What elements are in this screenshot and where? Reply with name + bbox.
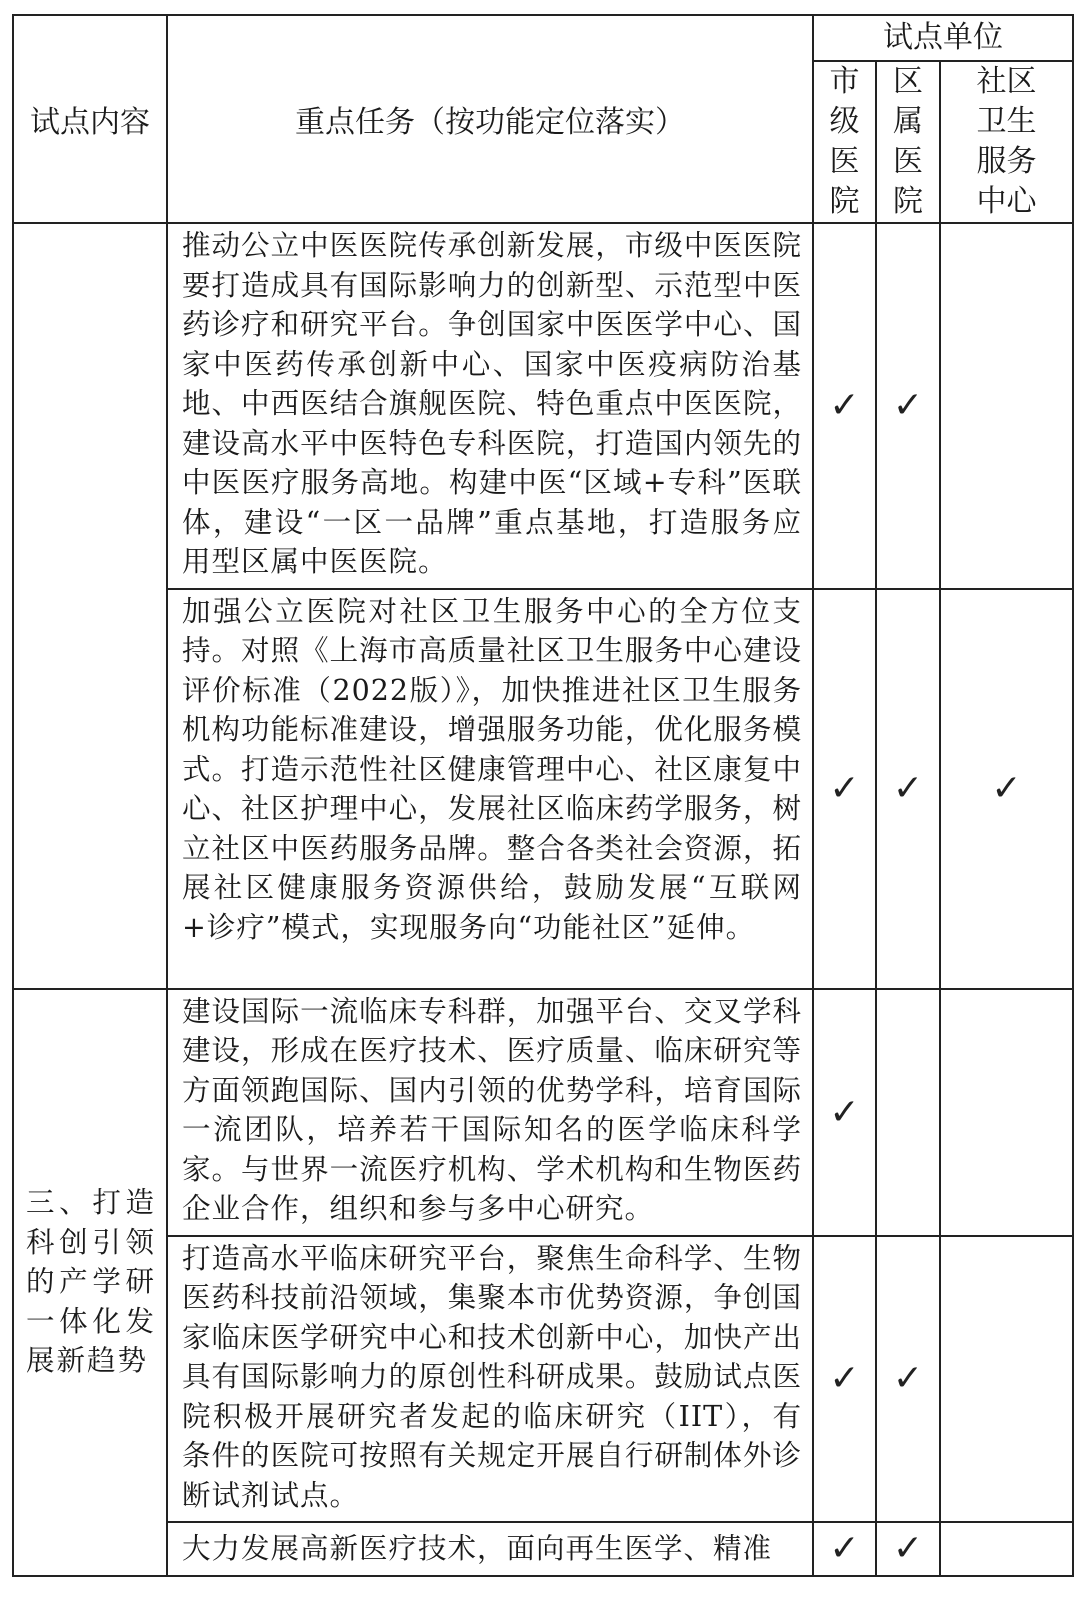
- table-row: [13, 589, 1073, 989]
- check-community-center: [940, 1522, 1073, 1576]
- header-community-center-label: 社区卫生服务中心: [976, 64, 1037, 219]
- check-district-hospital: ✓: [876, 223, 940, 589]
- table-row: [13, 1522, 1073, 1576]
- task-cell: 大力发展高新医疗技术，面向再生医学、精准: [167, 1522, 813, 1576]
- check-district-hospital: ✓: [876, 1236, 940, 1523]
- pilot-task-table: [12, 14, 1074, 1577]
- check-community-center: [940, 989, 1073, 1236]
- pilot-content-cell-empty: [13, 223, 167, 989]
- check-city-hospital: ✓: [813, 1522, 876, 1576]
- task-cell: 建设国际一流临床专科群，加强平台、交叉学科建设，形成在医疗技术、医疗质量、临床研究等方面领跑国际、国内引领的优势学科，培育国际一流团队，培养若干国际知名的医学临床科学家。与世界一流医疗机构、学术机构和生物医药企业合作，组织和参与多中心研究。: [167, 989, 813, 1236]
- header-district-hospital-label: 区属医院: [893, 64, 923, 219]
- header-key-task-label: 重点任务（按功能定位落实）: [295, 105, 685, 140]
- header-pilot-units: [813, 15, 1073, 61]
- check-community-center: ✓: [940, 589, 1073, 989]
- table-row: [13, 1236, 1073, 1523]
- task-cell: 加强公立医院对社区卫生服务中心的全方位支持。对照《上海市高质量社区卫生服务中心建设评价标准（2022版）》，加快推进社区卫生服务机构功能标准建设，增强服务功能，优化服务模式。打造示范性社区健康管理中心、社区康复中心、社区护理中心，发展社区临床药学服务，树立社区中医药服务品牌。整合各类社会资源，拓展社区健康服务资源供给，鼓励发展“互联网+诊疗”模式，实现服务向“功能社区”延伸。: [167, 589, 813, 989]
- check-district-hospital: ✓: [876, 589, 940, 989]
- header-city-hospital-label: 市级医院: [829, 64, 860, 219]
- check-city-hospital: ✓: [813, 223, 876, 589]
- check-city-hospital: ✓: [813, 989, 876, 1236]
- task-cell: 打造高水平临床研究平台，聚焦生命科学、生物医药科技前沿领域，集聚本市优势资源，争创国家临床医学研究中心和技术创新中心，加快产出具有国际影响力的原创性科研成果。鼓励试点医院积极开展研究者发起的临床研究（IIT），有条件的医院可按照有关规定开展自行研制体外诊断试剂试点。: [167, 1236, 813, 1523]
- header-pilot-content: [13, 15, 167, 223]
- table-row: [13, 223, 1073, 589]
- header-pilot-units-label: 试点单位: [883, 20, 1004, 55]
- task-cell: 推动公立中医医院传承创新发展，市级中医医院要打造成具有国际影响力的创新型、示范型中医药诊疗和研究平台。争创国家中医医学中心、国家中医药传承创新中心、国家中医疫病防治基地、中西医结合旗舰医院、特色重点中医医院，建设高水平中医特色专科医院，打造国内领先的中医医疗服务高地。构建中医“区域+专科”医联体，建设“一区一品牌”重点基地，打造服务应用型区属中医医院。: [167, 223, 813, 589]
- header-row-1: [13, 15, 1073, 61]
- header-community-center: [940, 61, 1073, 223]
- header-city-hospital: [813, 61, 876, 223]
- check-community-center: [940, 223, 1073, 589]
- check-city-hospital: ✓: [813, 1236, 876, 1523]
- check-district-hospital: ✓: [876, 1522, 940, 1576]
- table-row: [13, 989, 1073, 1236]
- pilot-content-cell: 三、打造科创引领的产学研一体化发展新趋势: [13, 989, 167, 1576]
- header-district-hospital: [876, 61, 940, 223]
- check-community-center: [940, 1236, 1073, 1523]
- check-city-hospital: ✓: [813, 589, 876, 989]
- header-key-task: [167, 15, 813, 223]
- header-pilot-content-label: 试点内容: [30, 105, 150, 140]
- check-district-hospital: [876, 989, 940, 1236]
